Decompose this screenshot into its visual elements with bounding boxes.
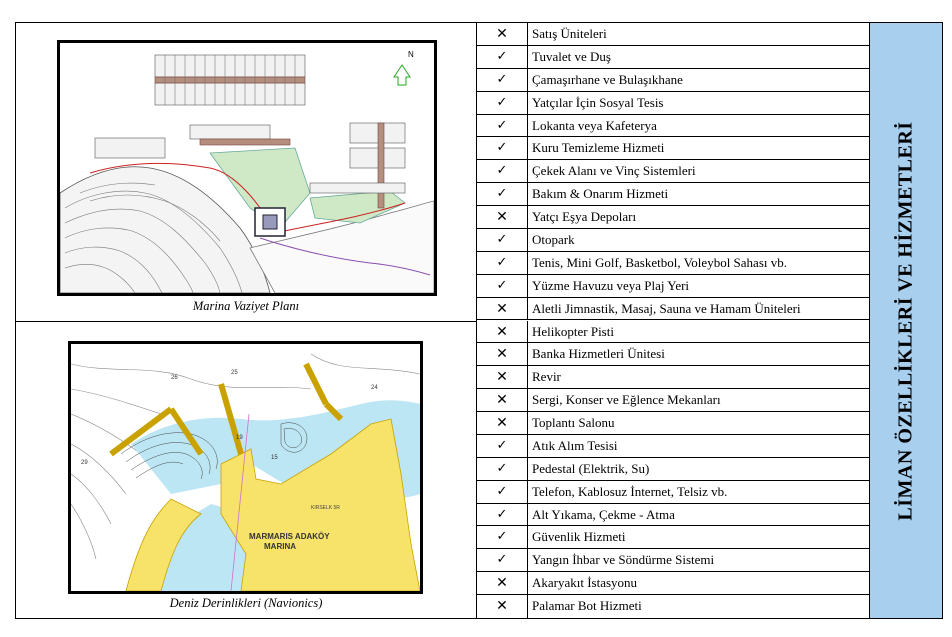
depth-chart-drawing <box>71 344 420 591</box>
side-title: LİMAN ÖZELLİKLERİ VE HİZMETLERİ <box>894 120 917 521</box>
depth-label: 24 <box>371 385 378 391</box>
service-label: Yatçılar İçin Sosyal Tesis <box>532 94 664 110</box>
depth-label: 15 <box>271 455 278 461</box>
service-label: Güvenlik Hizmeti <box>532 529 626 545</box>
depth-chart-cell <box>15 321 477 619</box>
compass-label: N <box>408 50 414 59</box>
service-row <box>477 458 869 481</box>
service-label: Lokanta veya Kafeterya <box>532 117 657 133</box>
service-label: Palamar Bot Hizmeti <box>532 598 642 614</box>
service-label: Telefon, Kablosuz İnternet, Telsiz vb. <box>532 483 728 499</box>
service-row <box>477 206 869 229</box>
service-row <box>477 572 869 595</box>
service-row <box>477 389 869 412</box>
cross-mark-icon: ✕ <box>477 412 528 435</box>
service-label: Alt Yıkama, Çekme - Atma <box>532 506 675 522</box>
check-mark-icon: ✓ <box>477 137 528 160</box>
check-mark-icon: ✓ <box>477 435 528 458</box>
service-row <box>477 183 869 206</box>
check-mark-icon: ✓ <box>477 229 528 252</box>
service-row <box>477 366 869 389</box>
check-mark-icon: ✓ <box>477 115 528 138</box>
service-row <box>477 504 869 527</box>
service-label: Kuru Temizleme Hizmeti <box>532 140 665 156</box>
service-row <box>477 435 869 458</box>
service-label: Pedestal (Elektrik, Su) <box>532 460 650 476</box>
check-mark-icon: ✓ <box>477 458 528 481</box>
service-label: Tenis, Mini Golf, Basketbol, Voleybol Sahası vb. <box>532 254 787 270</box>
service-label: Tuvalet ve Duş <box>532 48 611 64</box>
cross-mark-icon: ✕ <box>477 321 528 344</box>
service-row <box>477 321 869 344</box>
check-mark-icon: ✓ <box>477 183 528 206</box>
check-mark-icon: ✓ <box>477 481 528 504</box>
check-mark-icon: ✓ <box>477 69 528 92</box>
site-plan-cell <box>15 22 477 322</box>
service-row <box>477 23 869 46</box>
cross-mark-icon: ✕ <box>477 23 528 46</box>
service-label: Helikopter Pisti <box>532 323 614 339</box>
chart-place-label: KIRSELK 5R <box>311 505 340 511</box>
cross-mark-icon: ✕ <box>477 572 528 595</box>
service-label: Revir <box>532 369 561 385</box>
service-row <box>477 92 869 115</box>
service-row <box>477 69 869 92</box>
side-title-cell <box>869 22 943 619</box>
depth-label: 29 <box>81 460 88 466</box>
service-row <box>477 275 869 298</box>
service-label: Satış Üniteleri <box>532 26 607 41</box>
service-row <box>477 343 869 366</box>
service-label: Sergi, Konser ve Eğlence Mekanları <box>532 392 721 408</box>
cross-mark-icon: ✕ <box>477 389 528 412</box>
cross-mark-icon: ✕ <box>477 595 528 618</box>
service-row <box>477 412 869 435</box>
service-row <box>477 298 869 321</box>
cross-mark-icon: ✕ <box>477 343 528 366</box>
check-mark-icon: ✓ <box>477 46 528 69</box>
depth-label: 26 <box>171 375 178 381</box>
depth-chart-image <box>68 341 423 594</box>
service-label: Çekek Alanı ve Vinç Sistemleri <box>532 163 696 179</box>
cross-mark-icon: ✕ <box>477 298 528 321</box>
depth-label: 19 <box>236 435 243 441</box>
service-row <box>477 549 869 572</box>
service-label: Aletli Jimnastik, Masaj, Sauna ve Hamam Üniteleri <box>532 300 801 316</box>
compass-icon <box>394 65 410 85</box>
service-label: Yangın İhbar ve Söndürme Sistemi <box>532 552 715 568</box>
check-mark-icon: ✓ <box>477 92 528 115</box>
service-row <box>477 229 869 252</box>
service-label: Otopark <box>532 231 575 247</box>
service-row <box>477 595 869 618</box>
service-label: Yatçı Eşya Depoları <box>532 209 637 225</box>
cross-mark-icon: ✕ <box>477 366 528 389</box>
service-label: Çamaşırhane ve Bulaşıkhane <box>532 71 683 87</box>
service-label: Banka Hizmetleri Ünitesi <box>532 346 665 362</box>
chart-marina-label: MARINA <box>264 542 296 551</box>
check-mark-icon: ✓ <box>477 549 528 572</box>
service-row <box>477 160 869 183</box>
service-row <box>477 481 869 504</box>
service-row <box>477 137 869 160</box>
cross-mark-icon: ✕ <box>477 206 528 229</box>
service-label: Bakım & Onarım Hizmeti <box>532 186 669 202</box>
check-mark-icon: ✓ <box>477 252 528 275</box>
service-row <box>477 115 869 138</box>
site-plan-image <box>57 40 437 296</box>
service-row <box>477 252 869 275</box>
service-label: Atık Alım Tesisi <box>532 437 618 453</box>
check-mark-icon: ✓ <box>477 275 528 298</box>
site-plan-drawing <box>60 43 434 293</box>
service-label: Toplantı Salonu <box>532 415 615 431</box>
check-mark-icon: ✓ <box>477 504 528 527</box>
services-table <box>476 22 870 619</box>
check-mark-icon: ✓ <box>477 526 528 549</box>
site-plan-caption: Marina Vaziyet Planı <box>192 299 300 313</box>
check-mark-icon: ✓ <box>477 160 528 183</box>
service-label: Yüzme Havuzu veya Plaj Yeri <box>532 277 690 293</box>
service-row <box>477 46 869 69</box>
depth-chart-caption: Deniz Derinlikleri (Navionics) <box>169 596 323 610</box>
depth-label: 25 <box>231 370 238 376</box>
service-row <box>477 526 869 549</box>
service-label: Akaryakıt İstasyonu <box>532 575 638 591</box>
chart-marina-label: MARMARIS ADAKÖY <box>249 532 330 541</box>
